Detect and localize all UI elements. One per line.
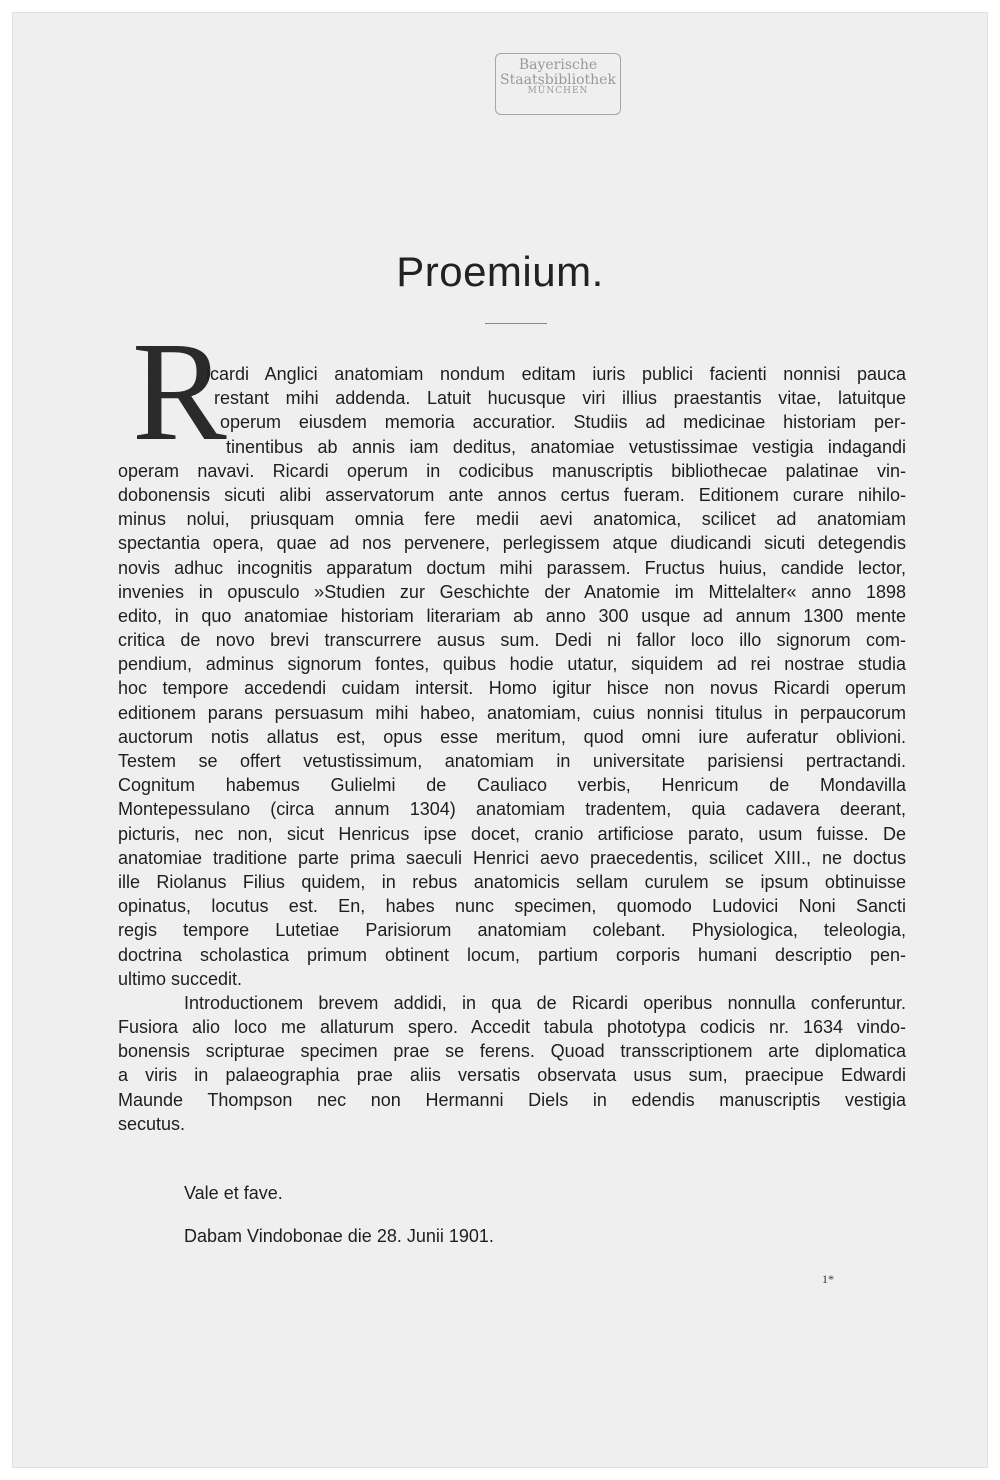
text-line: doctrina scholastica primum obtinent locum, partium corporis humani descriptio pen- [118, 944, 906, 965]
text-line: Montepessulano (circa annum 1304) anatomiam tradentem, quia cadavera deerant, [118, 799, 906, 820]
text-line: edito, in quo anatomiae historiam literariam ab anno 300 usque ad annum 1300 mente [118, 605, 906, 626]
page-title: Proemium. [396, 248, 604, 295]
title-divider [485, 323, 547, 324]
text-line: dobonensis sicuti alibi asservatorum ante annos certus fueram. Editionem curare nihilo- [118, 484, 906, 505]
text-line: novis adhuc incognitis apparatum doctum mihi parassem. Fructus huius, candide lector, [118, 557, 906, 578]
signature-mark: 1* [822, 1272, 834, 1286]
stamp-line-1: Bayerische [518, 57, 598, 73]
drop-cap: R [132, 312, 227, 470]
closing-vale: Vale et fave. [184, 1183, 283, 1203]
body-text [118, 362, 906, 1136]
text-line: tinentibus ab annis iam deditus, anatomiae vetustissimae vestigia indagandi [226, 436, 906, 457]
text-line: Fusiora alio loco me allaturum spero. Accedit tabula phototypa codicis nr. 1634 vindo- [118, 1017, 906, 1038]
text-line: operam navavi. Ricardi operum in codicibus manuscriptis bibliothecae palatinae vin- [118, 460, 906, 481]
text-line: minus nolui, priusquam omnia fere medii aevi anatomica, scilicet ad anatomiam [118, 509, 906, 530]
text-line: picturis, nec non, sicut Henricus ipse docet, cranio artificiose parato, usum fuisse. De [118, 823, 906, 844]
text-line: ultimo succedit. [118, 968, 243, 989]
text-line: Introductionem brevem addidi, in qua de Ricardi operibus nonnulla conferuntur. [184, 992, 906, 1013]
text-line: restant mihi addenda. Latuit hucusque viri illius praestantis vitae, latuitque [214, 388, 906, 409]
text-line: a viris in palaeographia prae aliis versatis observata usus sum, praecipue Edwardi [118, 1065, 906, 1086]
text-line: spectantia opera, quae ad nos pervenere, perlegissem atque diudicandi sicuti detegendis [118, 533, 906, 554]
text-line: editionem parans persuasum mihi habeo, anatomiam, cuius nonnisi titulus in perpaucorum [118, 702, 906, 723]
text-line: invenies in opusculo »Studien zur Geschichte der Anatomie im Mittelalter« anno 1898 [118, 581, 906, 602]
text-line: Maunde Thompson nec non Hermanni Diels in edendis manuscriptis vestigia [118, 1089, 906, 1110]
text-line: auctorum notis allatus est, opus esse meritum, quod omni iure auferatur oblivioni. [118, 726, 906, 747]
library-stamp [495, 53, 621, 115]
text-line: anatomiae traditione parte prima saeculi Henrici aevo praecedentis, scilicet XIII., ne doctus [118, 847, 906, 868]
text-line: pendium, adminus signorum fontes, quibus hodie utatur, siquidem ad rei nostrae studia [118, 654, 906, 675]
text-line: icardi Anglici anatomiam nondum editam iuris publici facienti nonnisi pauca [206, 364, 906, 384]
text-line: critica de novo brevi transcurrere ausus sum. Dedi ni fallor loco illo signorum com- [118, 630, 906, 651]
text-line: bonensis scripturae specimen prae se ferens. Quoad transscriptionem arte diplomatica [118, 1041, 906, 1062]
text-line: ille Riolanus Filius quidem, in rebus anatomicis sellam curulem se ipsum obtinuisse [118, 871, 906, 892]
text-line: Testem se offert vetustissimum, anatomiam in universitate parisiensi pertractandi. [118, 751, 906, 771]
text-line: opinatus, locutus est. En, habes nunc specimen, quomodo Ludovici Noni Sancti [118, 896, 906, 917]
text-line: regis tempore Lutetiae Parisiorum anatomiam colebant. Physiologica, teleologia, [118, 920, 906, 941]
text-line: Cognitum habemus Gulielmi de Cauliaco verbis, Henricum de Mondavilla [118, 775, 906, 796]
stamp-line-2: Staatsbibliothek [500, 71, 616, 88]
text-line: hoc tempore accedendi cuidam intersit. Homo igitur hisce non novus Ricardi operum [118, 678, 906, 699]
stamp-line-3: MÜNCHEN [527, 86, 589, 97]
text-line: secutus. [118, 1113, 186, 1134]
closing-date: Dabam Vindobonae die 28. Junii 1901. [184, 1226, 494, 1246]
text-line: operum eiusdem memoria accuratior. Studiis ad medicinae historiam per- [220, 412, 906, 433]
